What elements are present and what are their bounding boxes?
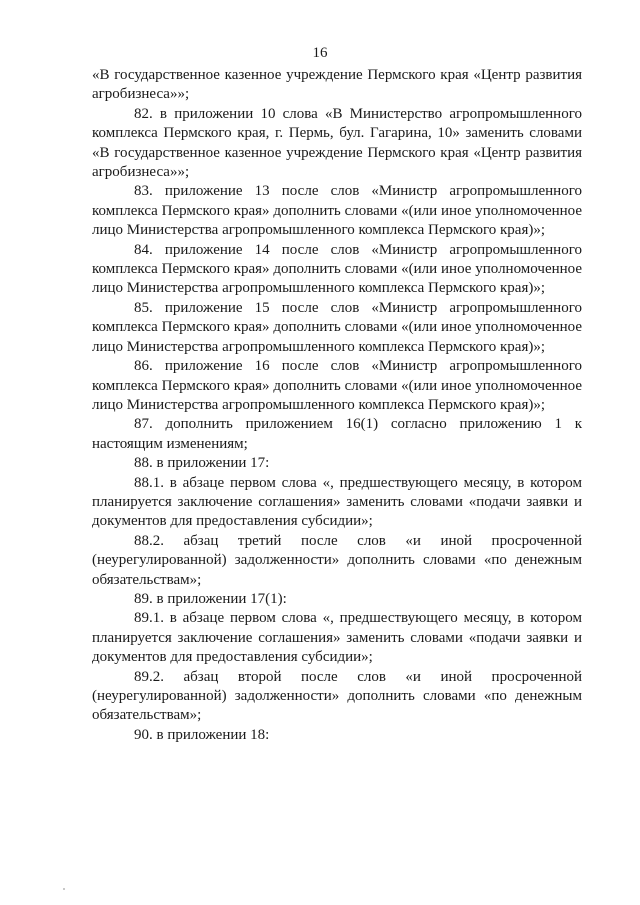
paragraph: 83. приложение 13 после слов «Министр агропромышленного комплекса Пермского края» дополнить словами «(или иное уполномоченное лицо Министерства агропромышленного комплекса Пермского края)»; — [92, 183, 582, 239]
paragraph: 86. приложение 16 после слов «Министр агропромышленного комплекса Пермского края» дополнить словами «(или иное уполномоченное лицо Министерства агропромышленного комплекса Пермского края)»; — [92, 358, 582, 413]
page-number: 16 — [312, 45, 328, 61]
paragraph: 85. приложение 15 после слов «Министр агропромышленного комплекса Пермского края» дополнить словами «(или иное уполномоченное лицо Министерства агропромышленного комплекса Пермского края)»; — [92, 299, 582, 355]
paragraph: 82. в приложении 10 слова «В Министерство агропромышленного комплекса Пермского края, г. Пермь, бул. Гагарина, 10» заменить словами «В государственное казенное учреждение Пермского края «Центр развития агробизнеса»»; — [92, 105, 582, 181]
scan-speck — [63, 888, 65, 890]
paragraph: 87. дополнить приложением 16(1) согласно приложению 1 к настоящим изменениям; — [92, 416, 582, 452]
paragraph: 88.2. абзац третий после слов «и иной просроченной (неурегулированной) задолженности» дополнить словами «по денежным обязательствам»; — [92, 532, 582, 588]
paragraph: 88.1. в абзаце первом слова «, предшествующего месяцу, в котором планируется заключение соглашения» заменить словами «подачи заявки и документов для предоставления субсидии»; — [92, 474, 582, 530]
paragraph: 90. в приложении 18: — [134, 726, 270, 743]
paragraph: 88. в приложении 17: — [134, 455, 270, 472]
paragraph: 89.1. в абзаце первом слова «, предшествующего месяцу, в котором планируется заключение соглашения» заменить словами «подачи заявки и документов для предоставления субсидии»; — [92, 610, 582, 666]
paragraph: 89.2. абзац второй после слов «и иной просроченной (неурегулированной) задолженности» дополнить словами «по денежным обязательствам»; — [92, 668, 582, 724]
paragraph: 84. приложение 14 после слов «Министр агропромышленного комплекса Пермского края» дополнить словами «(или иное уполномоченное лицо Министерства агропромышленного комплекса Пермского края)»; — [92, 241, 582, 297]
paragraph: «В государственное казенное учреждение Пермского края «Центр развития агробизнеса»»; — [92, 67, 582, 103]
paragraph: 89. в приложении 17(1): — [134, 590, 287, 607]
document-body — [92, 66, 582, 745]
